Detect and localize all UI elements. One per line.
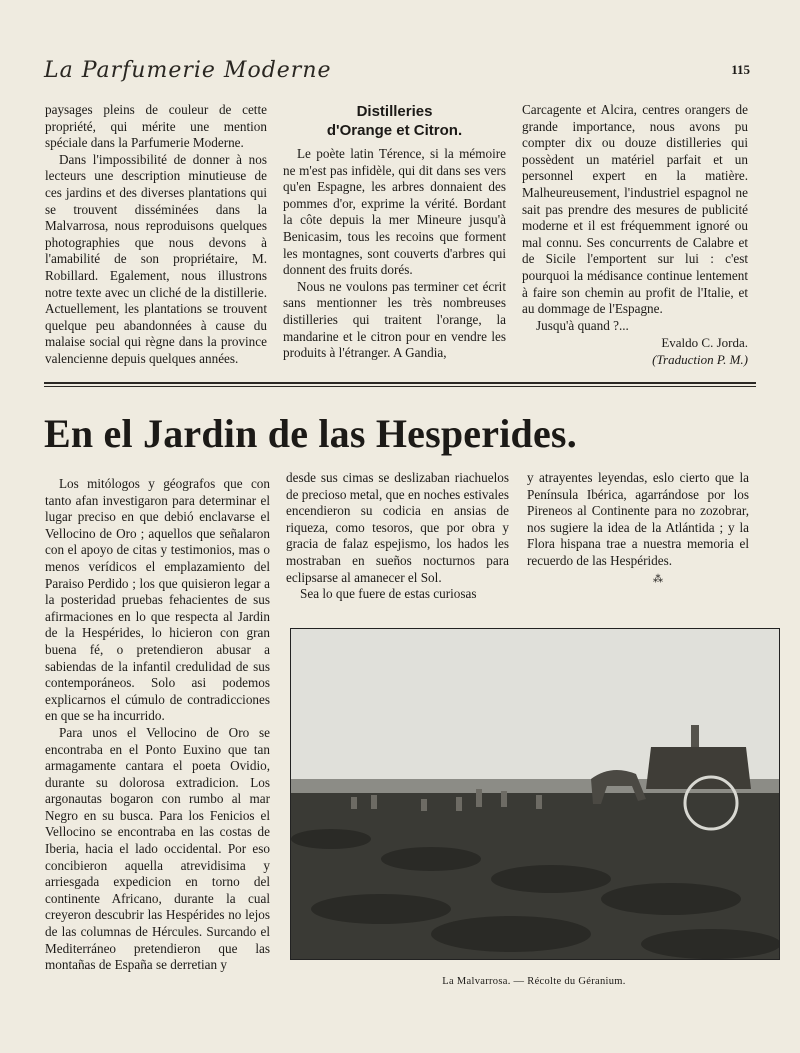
paragraph: Para unos el Vellocino de Oro se encontraba en el Ponto Euxino que tan armagamente cantara el poeta Ovidio, durante su dolorosa extradicion. Los argonautas bogaron con rumbo al mar Negro en su busca. Para los Fenicios el Vellocino se encontraba en las costas de Iberia, hacia el lado occidental. Por eso concibieron aquella atrevidisima y arriesgada expedicion en torno del continente Africano, durante la cual creyeron descubrir las Hespérides no lejos de las columnas de Hércules. Surcando el Mediterráneo pretendieron que las montañas de España se derretian y [45, 724, 270, 973]
paragraph: paysages pleins de couleur de cette propriété, qui mérite une mention spéciale dans la Parfumerie Moderne. [45, 102, 267, 151]
article-column-1 [45, 476, 270, 974]
magazine-title: La Parfumerie Moderne [44, 58, 332, 83]
page-number: 115 [731, 62, 750, 77]
subhead-line: d'Orange et Citron. [326, 122, 463, 139]
paragraph: Los mitólogos y géografos que con tanto afan investigaron para determinar el lugar preciso en que debió enclavarse el Vellocino de Oro ; aquellos que señalaron con el apoyo de citas y testimonios, mas o menos verídicos el emplazamiento del Paraiso Perdido ; los que quisieron legar a la posteridad pruebas fehacientes de sus afirmaciones en lo que respecta al Jardin de la Hespérides, lo hicieron con gran buena fé, o pretendieron abusar a sabiendas de la infantil credulidad de sus contemporáneos. Solo asi podemos explicarnos el cúmulo de contradicciones en que se ha incurrido. [45, 476, 270, 724]
top-article-column-3 [522, 102, 748, 368]
field-harvest-illustration [291, 629, 779, 959]
translation-credit: (Traduction P. M.) [652, 352, 748, 368]
photograph [290, 628, 780, 960]
paragraph: y atrayentes leyendas, eslo cierto que la Península Ibérica, agarrándose por los Pireneos al Continente para no zozobrar, nos sugiere la idea de la Atlántida ; y la Flora hispana trae a nuestra memoria el recuerdo de las Hespérides. [527, 470, 749, 568]
paragraph: Nous ne voulons pas terminer cet écrit sans mentionner les très nombreuses distilleries qui traitent l'orange, la mandarine et le citron pour en vendre les produits à l'étranger. A Gandia, [283, 278, 506, 361]
ornament-asterism: ⁂ [653, 573, 663, 585]
section-divider [44, 382, 756, 384]
photo-caption: La Malvarrosa. — Récolte du Géranium. [442, 976, 626, 987]
subhead-line: Distilleries [356, 103, 433, 120]
worker-on-cart [691, 725, 699, 747]
paragraph: desde sus cimas se deslizaban riachuelos de precioso metal, que en noches estivales encendieron su codicia en ansias de riqueza, como tesoros, que por obra y gracia de falaz espejismo, los hados les mostraban en sueños nocturnos para eclipsarse al amanecer el Sol. [286, 470, 510, 585]
section-divider [44, 386, 756, 387]
loaded-cart [646, 747, 751, 789]
article-column-3 [527, 470, 749, 586]
paragraph: Dans l'impossibilité de donner à nos lecteurs une description minutieuse de ces jardins et des diverses plantations qui se trouvent disséminées dans la Malvarrosa, nous reproduisons quelques photographies que nous devons à l'amabilité de son propriétaire, M. Robillard. Egalement, nous illustrons notre texte avec un cliché de la distillerie. Actuellement, les plantations se trouvent quelque peu abandonnées à cause du malaise social qui règne dans la province valencienne depuis quelques années. [45, 151, 267, 366]
section-subhead [283, 102, 506, 140]
article-column-2 [286, 470, 509, 603]
paragraph: Sea lo que fuere de estas curiosas [300, 586, 477, 602]
paragraph: Le poète latin Térence, si la mémoire ne m'est pas infidèle, qui dit dans ses vers qu'en Espagne, les arbres donnaient des pommes d'or, exprime la vérité. Bordant la côte depuis la mer Mineure jusqu'à Benicasim, tous les recoins que forment les montagnes, sont couverts d'arbres qui donnent des fruits dorés. [283, 146, 506, 278]
paragraph: Jusqu'à quand ?... [536, 317, 629, 333]
author-signature: Evaldo C. Jorda. [661, 335, 748, 351]
article-headline: En el Jardin de las Hesperides. [44, 411, 577, 456]
paragraph: Carcagente et Alcira, centres orangers de grande importance, nous avons pu compter dix ou douze distilleries qui possèdent un matériel parfait et un personnel expert en la matière. Malheureusement, l'industriel espagnol ne sait pas prendre des mesures de publicité moderne et il est fréquemment ignoré ou mal connu. Ses concurrents de Calabre et de Sicile l'emportent sur lui : c'est pourquoi la médisance continue lentement à faire son chemin au profit de l'Italie, et au dommage de l'Espagne. [522, 102, 748, 317]
top-article-column-1 [45, 102, 267, 368]
top-article-column-2 [283, 102, 506, 362]
